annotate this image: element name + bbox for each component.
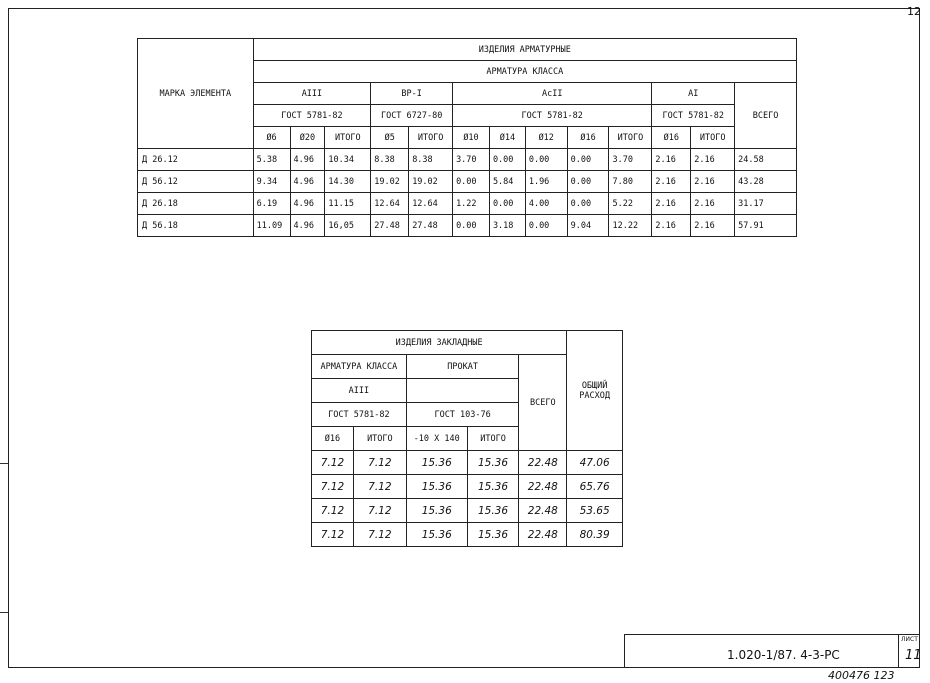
table-cell: 15.36 [406,475,467,499]
header-gost: ГОСТ 6727-80 [371,105,453,127]
table-cell: 31.17 [735,193,797,215]
header-class-bpi: BP-I [371,83,453,105]
table-row [138,193,797,215]
table-cell: 7.12 [353,499,406,523]
table-cell: 9.04 [567,215,609,237]
table-row [312,523,623,547]
table-cell: 5.38 [253,149,290,171]
table-cell: 11.09 [253,215,290,237]
table-cell: 22.48 [519,523,567,547]
header-rashod: РАСХОД [579,390,610,401]
table-cell: 3.70 [609,149,652,171]
column-header: ИТОГО [691,127,735,149]
table-cell: 1.96 [525,171,567,193]
header-prokat: ПРОКАТ [406,355,519,379]
table-cell: 0.00 [525,149,567,171]
margin-mark [0,612,8,613]
table-cell: 5.84 [489,171,525,193]
table-cell: 2.16 [691,149,735,171]
column-header: ИТОГО [609,127,652,149]
table-row [312,451,623,475]
table-cell: 80.39 [567,523,623,547]
table-cell: 4.00 [525,193,567,215]
column-header: Ø16 [567,127,609,149]
header-class-aiii: AIII [253,83,371,105]
table-cell: 27.48 [409,215,453,237]
table-cell: 7.12 [312,451,354,475]
header-obshiy: ОБЩИЙ [581,380,608,391]
table-cell: 43.28 [735,171,797,193]
column-header: ИТОГО [353,427,406,451]
table-cell: 11.15 [325,193,371,215]
table-cell: 53.65 [567,499,623,523]
table-cell: 22.48 [519,499,567,523]
header-class-aiii: AIII [312,379,407,403]
table-cell: 0.00 [453,171,490,193]
table-cell: 0.00 [525,215,567,237]
header-empty [406,379,519,403]
table-row [138,215,797,237]
sheet-label: ЛИСТ [901,636,918,643]
column-header: Ø6 [253,127,290,149]
column-header: ИТОГО [409,127,453,149]
column-header: Ø20 [290,127,325,149]
header-class-ai: AI [652,83,735,105]
corner-number: 12 [907,5,921,18]
table-cell: 0.00 [567,193,609,215]
drawing-code: 1.020-1/87. 4-3-РС [727,648,840,662]
table-cell: 65.76 [567,475,623,499]
header-vsego: ВСЕГО [519,355,567,451]
header-gost: ГОСТ 103-76 [406,403,519,427]
column-header: Ø16 [312,427,354,451]
sheet-cell [898,635,920,668]
table-cell: 16,05 [325,215,371,237]
table-cell: 7.12 [312,523,354,547]
table-cell: 1.22 [453,193,490,215]
table-cell: 19.02 [409,171,453,193]
table-cell: 7.12 [353,475,406,499]
header-vsego: ВСЕГО [735,83,797,149]
table-cell: 2.16 [652,149,691,171]
column-header: Ø5 [371,127,409,149]
table-cell: 22.48 [519,451,567,475]
table-cell: 12.64 [371,193,409,215]
table-cell: 19.02 [371,171,409,193]
column-header: Ø14 [489,127,525,149]
header-izdeliya-armaturnye: ИЗДЕЛИЯ АРМАТУРНЫЕ [253,39,796,61]
table-row [138,149,797,171]
header-armatura-klassa: АРМАТУРА КЛАССА [312,355,407,379]
archive-number: 400476 123 [828,669,895,682]
sheet-number: 11 [905,648,922,663]
element-mark: Д 56.18 [138,215,254,237]
header-gost: ГОСТ 5781-82 [453,105,652,127]
table-cell: 0.00 [489,149,525,171]
column-header: ИТОГО [467,427,519,451]
column-header: ИТОГО [325,127,371,149]
margin-mark [0,463,8,464]
header-marka: МАРКА ЭЛЕМЕНТА [138,39,254,149]
table-row [312,499,623,523]
table-cell: 0.00 [567,149,609,171]
table-cell: 2.16 [691,171,735,193]
table-cell: 0.00 [567,171,609,193]
column-header: Ø16 [652,127,691,149]
table-cell: 15.36 [467,475,519,499]
header-obshiy-rashod [567,331,623,451]
table-cell: 9.34 [253,171,290,193]
table-cell: 2.16 [691,215,735,237]
table-cell: 4.96 [290,149,325,171]
table-cell: 15.36 [406,523,467,547]
column-header: -10 X 140 [406,427,467,451]
embedded-parts-table [311,330,623,547]
reinforcement-table-body [138,149,797,237]
table-cell: 2.16 [691,193,735,215]
header-class-acii: AcII [453,83,652,105]
table-cell: 7.12 [312,499,354,523]
table-cell: 8.38 [371,149,409,171]
header-gost: ГОСТ 5781-82 [312,403,407,427]
table-cell: 15.36 [467,451,519,475]
column-header: Ø10 [453,127,490,149]
table-cell: 0.00 [453,215,490,237]
table-cell: 15.36 [406,451,467,475]
table-cell: 24.58 [735,149,797,171]
table-cell: 15.36 [467,523,519,547]
table-cell: 14.30 [325,171,371,193]
table-cell: 2.16 [652,215,691,237]
table-cell: 2.16 [652,171,691,193]
table-cell: 10.34 [325,149,371,171]
table-cell: 12.64 [409,193,453,215]
embedded-parts-table-body [312,451,623,547]
table-cell: 2.16 [652,193,691,215]
table-cell: 0.00 [489,193,525,215]
header-armatura-klassa: АРМАТУРА КЛАССА [253,61,796,83]
table-cell: 4.96 [290,193,325,215]
table-row [312,475,623,499]
table-cell: 5.22 [609,193,652,215]
table-cell: 4.96 [290,215,325,237]
header-izdeliya-zakladnye: ИЗДЕЛИЯ ЗАКЛАДНЫЕ [312,331,567,355]
table-cell: 7.12 [353,523,406,547]
element-mark: Д 26.18 [138,193,254,215]
element-mark: Д 26.12 [138,149,254,171]
table-cell: 57.91 [735,215,797,237]
element-mark: Д 56.12 [138,171,254,193]
table-cell: 12.22 [609,215,652,237]
table-cell: 15.36 [467,499,519,523]
table-cell: 3.70 [453,149,490,171]
table-cell: 3.18 [489,215,525,237]
table-cell: 6.19 [253,193,290,215]
table-cell: 8.38 [409,149,453,171]
table-cell: 27.48 [371,215,409,237]
table-cell: 15.36 [406,499,467,523]
table-cell: 7.80 [609,171,652,193]
table-cell: 7.12 [353,451,406,475]
table-cell: 7.12 [312,475,354,499]
table-cell: 47.06 [567,451,623,475]
title-block [624,634,920,668]
table-cell: 22.48 [519,475,567,499]
header-gost: ГОСТ 5781-82 [652,105,735,127]
table-cell: 4.96 [290,171,325,193]
column-header: Ø12 [525,127,567,149]
header-gost: ГОСТ 5781-82 [253,105,371,127]
reinforcement-table [137,38,797,237]
table-row [138,171,797,193]
